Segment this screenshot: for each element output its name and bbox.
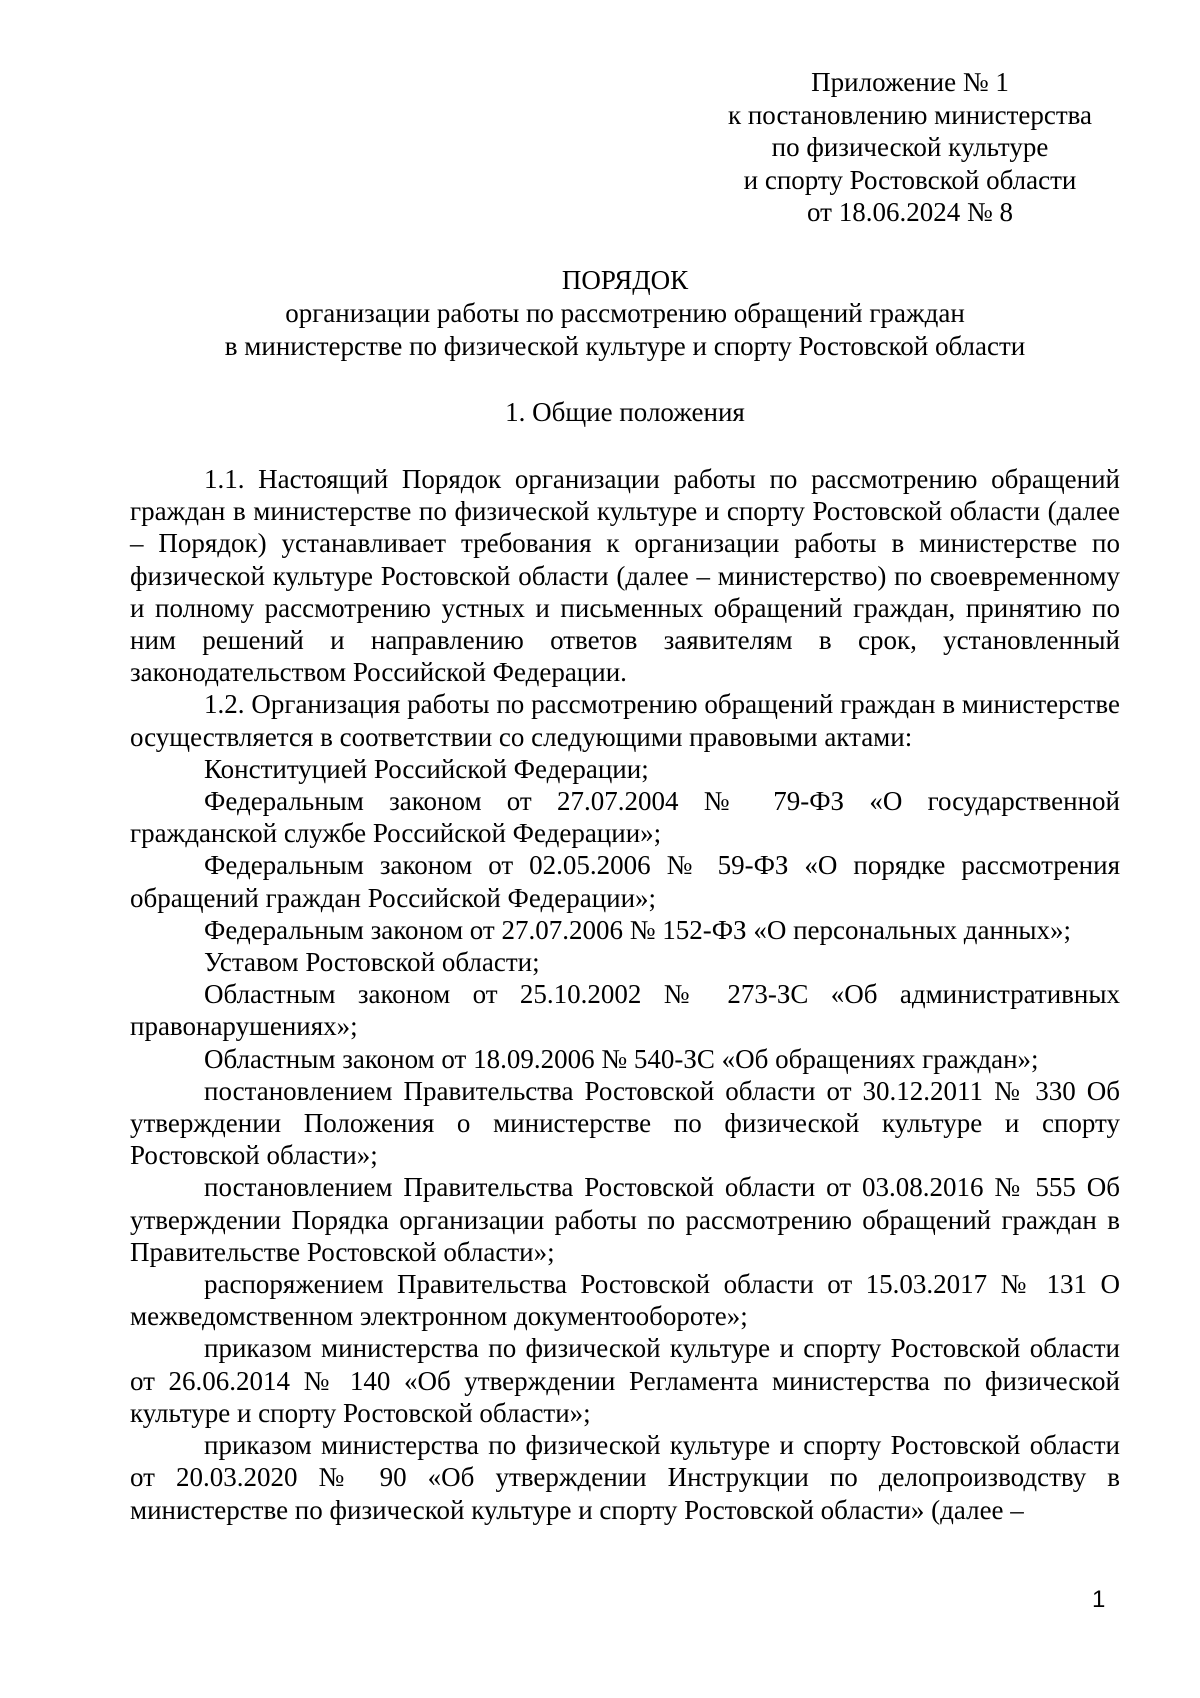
title-subtitle-line: организации работы по рассмотрению обращений граждан	[285, 298, 965, 328]
appendix-line: Приложение № 1	[811, 67, 1009, 97]
paragraph: Федеральным законом от 27.07.2006 № 152-ФЗ «О персональных данных»;	[204, 914, 1072, 945]
paragraph: Федеральным законом от 27.07.2004 № 79-ФЗ «О государственной гражданской службе Российской Федерации»;	[130, 786, 1120, 849]
paragraph: Федеральным законом от 02.05.2006 № 59-ФЗ «О порядке рассмотрения обращений граждан Российской Федерации»;	[130, 850, 1120, 913]
paragraph: Конституцией Российской Федерации;	[204, 753, 649, 784]
paragraph: 1.2. Организация работы по рассмотрению обращений граждан в министерстве осуществляется в соответствии со следующими правовыми актами:	[130, 689, 1120, 752]
paragraph: Областным законом от 25.10.2002 № 273-ЗС «Об административных правонарушениях»;	[130, 979, 1120, 1042]
section-heading: 1. Общие положения	[505, 397, 745, 427]
paragraph: приказом министерства по физической культуре и спорту Ростовской области от 26.06.2014 № 140 «Об утверждении Регламента министерства по физической культуре и спорту Ростовской области»;	[130, 1333, 1120, 1428]
appendix-line: к постановлению министерства	[727, 99, 1093, 130]
paragraph: Уставом Ростовской области;	[204, 947, 540, 978]
appendix-header	[700, 66, 1120, 229]
paragraph: постановлением Правительства Ростовской области от 03.08.2016 № 555 Об утверждении Порядка организации работы по рассмотрению обращений граждан в Правительстве Ростовской области»;	[130, 1172, 1120, 1267]
paragraph: распоряжением Правительства Ростовской области от 15.03.2017 № 131 О межведомственном электронном документообороте»;	[130, 1269, 1120, 1332]
document-body	[130, 463, 1120, 1526]
paragraph: Областным законом от 18.09.2006 № 540-ЗС «Об обращениях граждан»;	[204, 1043, 1039, 1074]
paragraph: 1.1. Настоящий Порядок организации работы по рассмотрению обращений граждан в министерстве по физической культуре и спорту Ростовской области (далее – Порядок) устанавливает требования к организации работы в министерстве по физической культуре Ростовской области (далее – министерство) по своевременному и полному рассмотрению устных и письменных обращений граждан, принятию по ним решений и направлению ответов заявителям в срок, установленный законодательством Российской Федерации.	[130, 464, 1120, 688]
page-number: 1	[1092, 1586, 1106, 1613]
paragraph: приказом министерства по физической культуре и спорту Ростовской области от 20.03.2020 № 90 «Об утверждении Инструкции по делопроизводству в министерстве по физической культуре и спорту Ростовской области» (далее –	[130, 1430, 1120, 1525]
appendix-line: от 18.06.2024 № 8	[807, 197, 1013, 227]
appendix-line: и спорту Ростовской области	[743, 164, 1077, 195]
paragraph: постановлением Правительства Ростовской области от 30.12.2011 № 330 Об утверждении Положения о министерстве по физической культуре и спорту Ростовской области»;	[130, 1075, 1120, 1171]
document-title	[125, 264, 1125, 363]
title-subtitle-line: в министерстве по физической культуре и спорту Ростовской области	[224, 331, 1026, 361]
appendix-line: по физической культуре	[771, 132, 1049, 162]
title-heading: ПОРЯДОК	[561, 265, 689, 295]
